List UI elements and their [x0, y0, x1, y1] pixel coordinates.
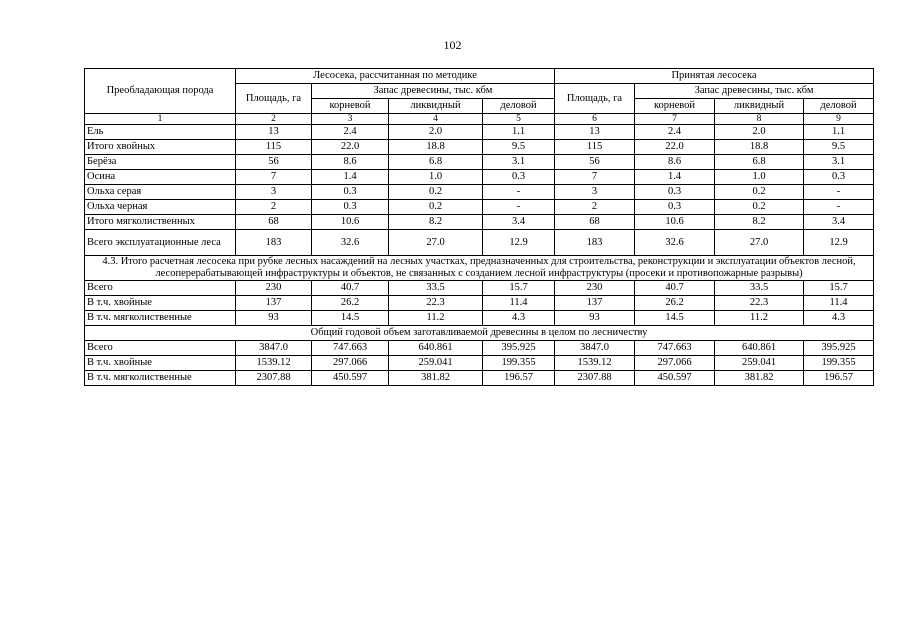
table-cell: 32.6: [635, 230, 715, 256]
section-title-annual-volume-row: [85, 326, 874, 341]
table-cell: 3: [236, 185, 312, 200]
table-row: [85, 356, 874, 371]
table-cell: 381.82: [389, 371, 483, 386]
table-cell: 1.4: [635, 170, 715, 185]
table-cell: 93: [555, 311, 635, 326]
table-row: [85, 341, 874, 356]
table-cell: 0.3: [483, 170, 555, 185]
header-stock-accepted: Запас древесины, тыс. кбм: [635, 84, 874, 99]
row-label: Осина: [85, 170, 236, 185]
table-row: [85, 230, 874, 256]
table-cell: 2.0: [389, 125, 483, 140]
column-number: 3: [312, 114, 389, 125]
table-cell: 1.4: [312, 170, 389, 185]
table-cell: 13: [236, 125, 312, 140]
table-row: [85, 311, 874, 326]
table-cell: 259.041: [715, 356, 804, 371]
table-body: [85, 69, 874, 386]
table-cell: 3.1: [804, 155, 874, 170]
header-sub-root-accepted: корневой: [635, 99, 715, 114]
row-label: Ольха серая: [85, 185, 236, 200]
table-cell: -: [804, 200, 874, 215]
table-cell: 0.3: [312, 200, 389, 215]
table-cell: 7: [555, 170, 635, 185]
column-number: 4: [389, 114, 483, 125]
row-label: В т.ч. хвойные: [85, 296, 236, 311]
table-cell: -: [483, 200, 555, 215]
section-title-annual-volume: Общий годовой объем заготавливаемой древесины в целом по лесничеству: [85, 326, 874, 341]
column-number-row: [85, 114, 874, 125]
table-cell: 2.4: [312, 125, 389, 140]
table-cell: 115: [236, 140, 312, 155]
table-cell: 27.0: [389, 230, 483, 256]
table-cell: 68: [555, 215, 635, 230]
table-cell: 40.7: [312, 281, 389, 296]
table-row: [85, 185, 874, 200]
table-cell: 56: [555, 155, 635, 170]
table-cell: 1.0: [715, 170, 804, 185]
table-row: [85, 125, 874, 140]
table-cell: 137: [555, 296, 635, 311]
table-cell: 14.5: [312, 311, 389, 326]
table-cell: 8.6: [635, 155, 715, 170]
header-sub-liquid-accepted: ликвидный: [715, 99, 804, 114]
table-cell: 3847.0: [236, 341, 312, 356]
page-number: 102: [443, 38, 462, 52]
row-label: Итого мягколиственных: [85, 215, 236, 230]
table-cell: 183: [555, 230, 635, 256]
column-number: 6: [555, 114, 635, 125]
header-sub-root-calc: корневой: [312, 99, 389, 114]
table-cell: 22.3: [389, 296, 483, 311]
table-cell: 395.925: [804, 341, 874, 356]
table-cell: 10.6: [635, 215, 715, 230]
table-row: [85, 155, 874, 170]
table-cell: 8.6: [312, 155, 389, 170]
table-cell: 18.8: [715, 140, 804, 155]
table-cell: 196.57: [804, 371, 874, 386]
table-cell: 6.8: [389, 155, 483, 170]
table-cell: 18.8: [389, 140, 483, 155]
header-stock-calc: Запас древесины, тыс. кбм: [312, 84, 555, 99]
row-label: Итого хвойных: [85, 140, 236, 155]
table-cell: 4.3: [804, 311, 874, 326]
header-row-1: [85, 69, 874, 84]
column-number: 5: [483, 114, 555, 125]
header-sub-business-calc: деловой: [483, 99, 555, 114]
table-cell: 259.041: [389, 356, 483, 371]
table-cell: 32.6: [312, 230, 389, 256]
table-cell: 26.2: [635, 296, 715, 311]
table-cell: 0.2: [715, 200, 804, 215]
table-row: [85, 215, 874, 230]
table-cell: 2307.88: [236, 371, 312, 386]
table-cell: 11.2: [389, 311, 483, 326]
forest-harvest-table: [84, 68, 874, 386]
column-number: 9: [804, 114, 874, 125]
table-cell: 115: [555, 140, 635, 155]
table-cell: 230: [236, 281, 312, 296]
table-cell: 297.066: [312, 356, 389, 371]
table-cell: 9.5: [483, 140, 555, 155]
table-cell: 8.2: [715, 215, 804, 230]
table-cell: 199.355: [804, 356, 874, 371]
table-cell: 10.6: [312, 215, 389, 230]
column-number: 7: [635, 114, 715, 125]
table-cell: 22.0: [312, 140, 389, 155]
table-cell: 3.4: [483, 215, 555, 230]
table-cell: 183: [236, 230, 312, 256]
table-cell: 3.1: [483, 155, 555, 170]
table-cell: 0.3: [804, 170, 874, 185]
row-label: В т.ч. хвойные: [85, 356, 236, 371]
table-row: [85, 296, 874, 311]
table-cell: 11.4: [483, 296, 555, 311]
table-cell: 4.3: [483, 311, 555, 326]
table-cell: 13: [555, 125, 635, 140]
table-cell: 12.9: [804, 230, 874, 256]
table-cell: 196.57: [483, 371, 555, 386]
table-row: [85, 281, 874, 296]
table-cell: 640.861: [389, 341, 483, 356]
table-cell: 0.2: [389, 200, 483, 215]
table-cell: 40.7: [635, 281, 715, 296]
table-cell: 12.9: [483, 230, 555, 256]
table-cell: 7: [236, 170, 312, 185]
row-label: В т.ч. мягколиственные: [85, 371, 236, 386]
table-cell: 2.4: [635, 125, 715, 140]
header-accepted-group: Принятая лесосека: [555, 69, 874, 84]
table-row: [85, 200, 874, 215]
column-number: 1: [85, 114, 236, 125]
table-cell: 297.066: [635, 356, 715, 371]
table-cell: 15.7: [483, 281, 555, 296]
table-cell: 381.82: [715, 371, 804, 386]
table-cell: 27.0: [715, 230, 804, 256]
table-cell: 1.1: [804, 125, 874, 140]
table-cell: 0.3: [635, 185, 715, 200]
table-cell: 22.0: [635, 140, 715, 155]
table-cell: 0.2: [715, 185, 804, 200]
row-label: Всего: [85, 281, 236, 296]
header-species: Преобладающая порода: [85, 69, 236, 114]
table-cell: 0.3: [312, 185, 389, 200]
table-cell: 33.5: [389, 281, 483, 296]
table-cell: 2: [555, 200, 635, 215]
column-number: 8: [715, 114, 804, 125]
row-label: Ольха черная: [85, 200, 236, 215]
table-cell: 22.3: [715, 296, 804, 311]
header-area-calc: Площадь, га: [236, 84, 312, 114]
table-cell: 11.2: [715, 311, 804, 326]
row-label: Берёза: [85, 155, 236, 170]
table-cell: 8.2: [389, 215, 483, 230]
table-cell: -: [804, 185, 874, 200]
table-cell: 14.5: [635, 311, 715, 326]
table-cell: 640.861: [715, 341, 804, 356]
table-cell: 230: [555, 281, 635, 296]
table-cell: -: [483, 185, 555, 200]
table-cell: 3.4: [804, 215, 874, 230]
column-number: 2: [236, 114, 312, 125]
table-cell: 3847.0: [555, 341, 635, 356]
table-cell: 1539.12: [555, 356, 635, 371]
table-cell: 1539.12: [236, 356, 312, 371]
table-cell: 450.597: [635, 371, 715, 386]
table-cell: 199.355: [483, 356, 555, 371]
table-cell: 6.8: [715, 155, 804, 170]
table-cell: 2.0: [715, 125, 804, 140]
table-cell: 2307.88: [555, 371, 635, 386]
table-row: [85, 140, 874, 155]
table-cell: 747.663: [312, 341, 389, 356]
table-cell: 9.5: [804, 140, 874, 155]
table-cell: 26.2: [312, 296, 389, 311]
table-cell: 137: [236, 296, 312, 311]
row-label: В т.ч. мягколиственные: [85, 311, 236, 326]
header-sub-business-accepted: деловой: [804, 99, 874, 114]
table-cell: 33.5: [715, 281, 804, 296]
section-title-linear-objects: 4.3. Итого расчетная лесосека при рубке лесных насаждений на лесных участках, предназначенных для строительства, реконструкции и эксплуатации объектов лесной, лесоперерабатывающей инфраструктуры и объектов, не связанных с созданием лесной инфраструктуры (просеки и противопожарные разрывы): [85, 256, 874, 281]
table-cell: 1.1: [483, 125, 555, 140]
table-cell: 747.663: [635, 341, 715, 356]
table-cell: 450.597: [312, 371, 389, 386]
table-cell: 2: [236, 200, 312, 215]
table-cell: 93: [236, 311, 312, 326]
header-sub-liquid-calc: ликвидный: [389, 99, 483, 114]
section-title-linear-objects-row: [85, 256, 874, 281]
table-cell: 1.0: [389, 170, 483, 185]
table-cell: 395.925: [483, 341, 555, 356]
header-calc-group: Лесосека, рассчитанная по методике: [236, 69, 555, 84]
row-label: Ель: [85, 125, 236, 140]
table-cell: 56: [236, 155, 312, 170]
table-row: [85, 371, 874, 386]
table-cell: 15.7: [804, 281, 874, 296]
header-area-accepted: Площадь, га: [555, 84, 635, 114]
table-cell: 68: [236, 215, 312, 230]
table-cell: 3: [555, 185, 635, 200]
table-cell: 0.2: [389, 185, 483, 200]
table-row: [85, 170, 874, 185]
table-cell: 11.4: [804, 296, 874, 311]
row-label: Всего эксплуатационные леса: [85, 230, 236, 256]
row-label: Всего: [85, 341, 236, 356]
table-cell: 0.3: [635, 200, 715, 215]
